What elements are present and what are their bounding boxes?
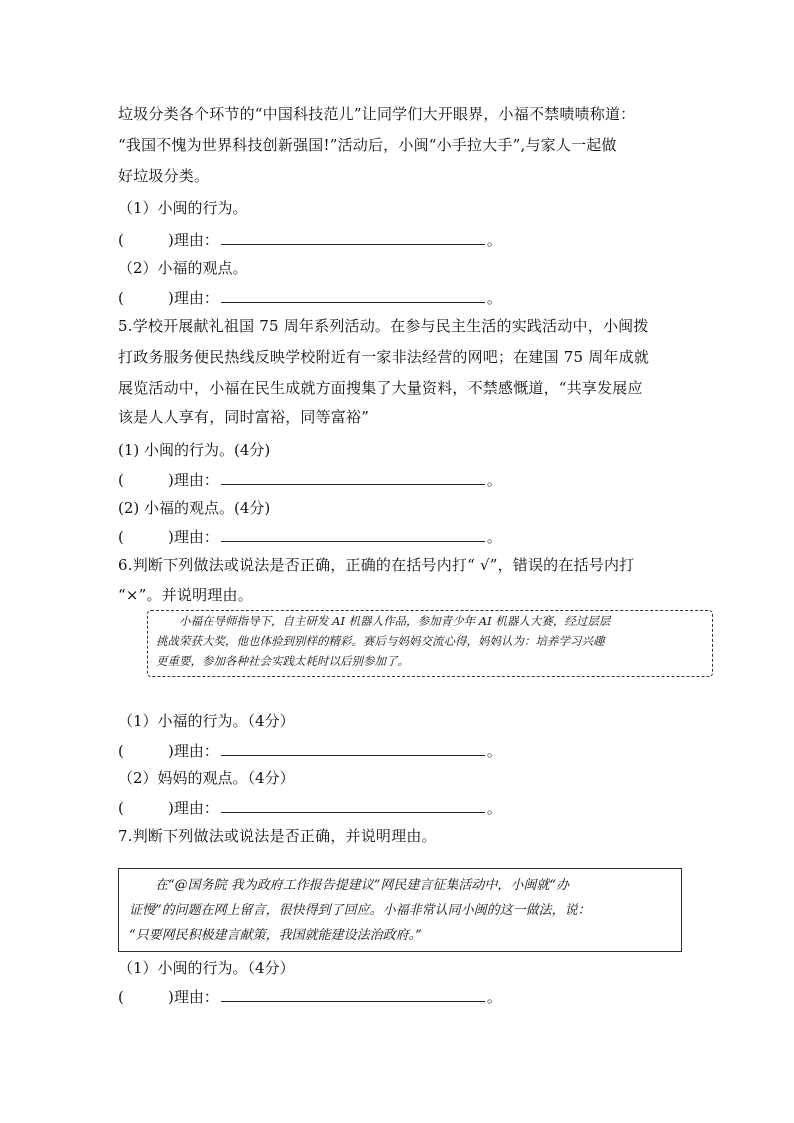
question-6-text: 6.判断下列做法或说法是否正确，正确的在括号内打“ √”，错误的在括号内打 [118, 556, 635, 574]
paragraph-line: 垃圾分类各个环节的“中国科技范儿”让同学们大开眼界，小福不禁啧啧称道： [118, 105, 636, 123]
answer-line[interactable]: ( )理由： 。 [118, 289, 502, 307]
sub-question-2: （2）妈妈的观点。（4分） [118, 769, 295, 787]
judgment-bracket[interactable]: ( [118, 289, 124, 307]
sub-question-1: （1）小闽的行为。（4分） [118, 959, 295, 977]
reason-blank[interactable] [221, 288, 485, 303]
judgment-bracket[interactable]: ( [118, 988, 124, 1006]
answer-line[interactable]: ( )理由： 。 [118, 799, 502, 817]
material-line: 更重要，参加各种社会实践太耗时以后别参加了。 [156, 654, 409, 668]
question-6-text: “×”。并说明理由。 [118, 586, 253, 604]
question-5-text: 5.学校开展献礼祖国 75 周年系列活动。在参与民主生活的实践活动中，小闽拨 [118, 317, 649, 335]
reason-blank[interactable] [221, 470, 485, 485]
paragraph-line: “我国不愧为世界科技创新强国!”活动后，小闽“小手拉大手”,与家人一起做 [118, 136, 617, 154]
reason-blank[interactable] [221, 527, 485, 542]
material-box [118, 868, 682, 952]
material-box [147, 610, 713, 677]
material-line: 挑战荣获大奖，他也体验到别样的精彩。赛后与妈妈交流心得，妈妈认为：培养学习兴趣 [156, 634, 605, 648]
material-line: “只要网民积极建言献策，我国就能建设法治政府。” [129, 928, 422, 943]
judgment-bracket[interactable]: ( [118, 742, 124, 760]
sub-question-1: （1）小福的行为。（4分） [118, 712, 295, 730]
reason-blank[interactable] [221, 230, 485, 245]
question-5-text: 该是人人享有，同时富裕，同等富裕” [118, 408, 370, 426]
judgment-bracket[interactable]: ( [118, 471, 124, 489]
answer-line[interactable]: ( )理由： 。 [118, 471, 502, 489]
material-line: 在“@国务院 我为政府工作报告提建议”网民建言征集活动中，小闽就“办 [129, 878, 570, 893]
reason-blank[interactable] [221, 741, 485, 756]
reason-blank[interactable] [221, 987, 485, 1002]
material-line: 小福在导师指导下，自主研发 AI 机器人作品，参加青少年 AI 机器人大赛，经过层层 [156, 614, 611, 628]
sub-question-2: （2）小福的观点。 [118, 259, 248, 277]
answer-line[interactable]: ( )理由： 。 [118, 988, 502, 1006]
question-7-text: 7.判断下列做法或说法是否正确，并说明理由。 [118, 827, 437, 845]
reason-blank[interactable] [221, 798, 485, 813]
answer-line[interactable]: ( )理由： 。 [118, 742, 502, 760]
judgment-bracket[interactable]: ( [118, 231, 124, 249]
question-5-text: 打政务服务便民热线反映学校附近有一家非法经营的网吧；在建国 75 周年成就 [118, 348, 650, 366]
judgment-bracket[interactable]: ( [118, 799, 124, 817]
material-line: 证慢”的问题在网上留言，很快得到了回应。小福非常认同小闽的这一做法，说： [129, 903, 591, 918]
answer-line[interactable]: ( )理由： 。 [118, 231, 502, 249]
sub-question-2: (2) 小福的观点。(4分) [118, 499, 271, 517]
sub-question-1: (1) 小闽的行为。(4分) [118, 441, 271, 459]
sub-question-1: （1）小闽的行为。 [118, 199, 248, 217]
question-5-text: 展览活动中，小福在民生成就方面搜集了大量资料，不禁感慨道，“共享发展应 [118, 379, 643, 397]
answer-line[interactable]: ( )理由： 。 [118, 528, 502, 546]
judgment-bracket[interactable]: ( [118, 528, 124, 546]
paragraph-line: 好垃圾分类。 [118, 167, 210, 185]
